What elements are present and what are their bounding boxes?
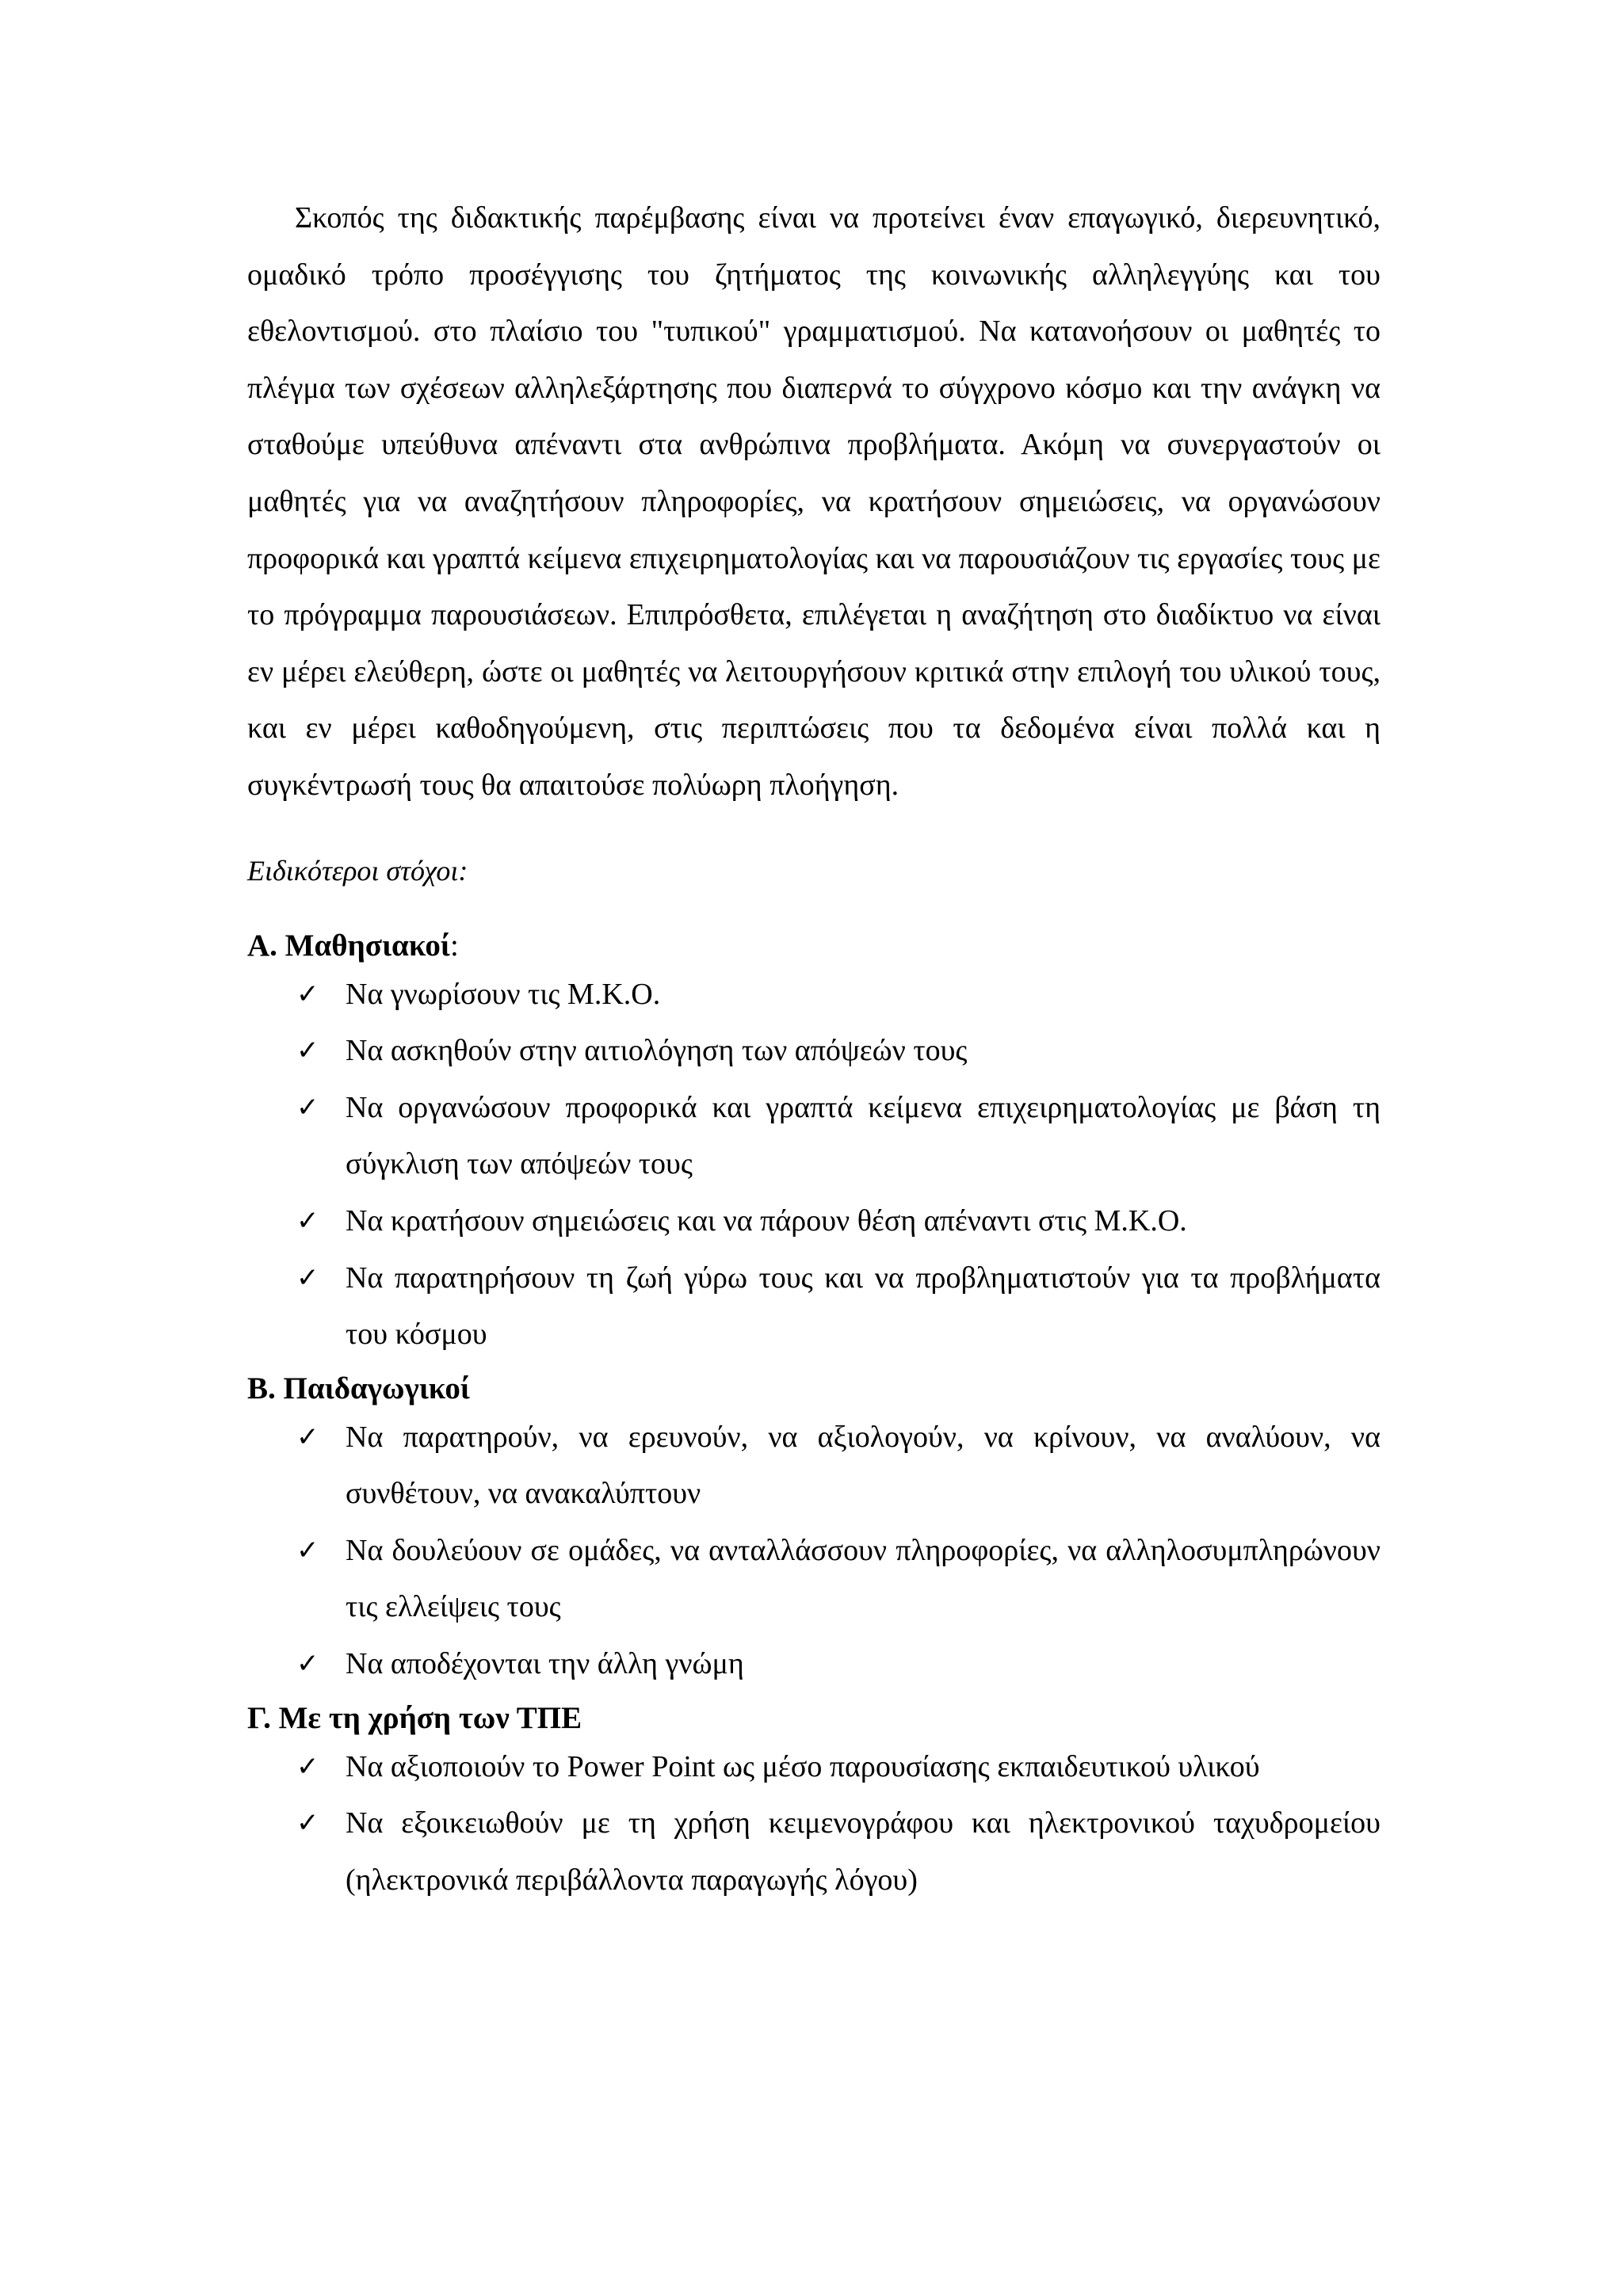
intro-paragraph: Σκοπός της διδακτικής παρέμβασης είναι να προτείνει έναν επαγωγικό, διερευνητικό, ομαδικό τρόπο προσέγγισης του ζητήματος της κοινωνικής αλληλεγγύης και του εθελοντισμού. στο πλαίσιο του "τυπικού" γραμματισμού. Να κατανοήσουν οι μαθητές το πλέγμα των σχέσεων αλληλεξάρτησης που διαπερνά το σύγχρονο κόσμο και την ανάγκη να σταθούμε υπεύθυνα απέναντι στα ανθρώπινα προβλήματα. Ακόμη να συνεργαστούν οι μαθητές για να αναζητήσουν πληροφορίες, να κρατήσουν σημειώσεις, να οργανώσουν προφορικά και γραπτά κείμενα επιχειρηματολογίας και να παρουσιάζουν τις εργασίες τους με το πρόγραμμα παρουσιάσεων. Επιπρόσθετα, επιλέγεται η αναζήτηση στο διαδίκτυο να είναι εν μέρει ελεύθερη, ώστε οι μαθητές να λειτουργήσουν κριτικά στην επιλογή του υλικού τους, και εν μέρει καθοδηγούμενη, στις περιπτώσεις που τα δεδομένα είναι πολλά και η συγκέντρωσή τους θα απαιτούσε πολύωρη πλοήγηση.	[247, 201, 1381, 802]
checkmark-icon: ✓	[296, 1648, 319, 1680]
list-item-text: Να παρατηρούν, να ερευνούν, να αξιολογούν, να κρίνουν, να αναλύουν, να συνθέτουν, να ανακαλύπτουν	[346, 1420, 1381, 1511]
list-item	[247, 1523, 1381, 1636]
list-item-text: Να δουλεύουν σε ομάδες, να ανταλλάσσουν πληροφορίες, να αλληλοσυμπληρώνουν τις ελλείψεις τους	[346, 1533, 1381, 1624]
checkmark-icon: ✓	[296, 1807, 319, 1840]
section-a-title-colon: :	[449, 928, 459, 963]
checkmark-icon: ✓	[296, 1204, 319, 1237]
list-item-text: Να εξοικειωθούν με τη χρήση κειμενογράφου και ηλεκτρονικού ταχυδρομείου (ηλεκτρονικά περιβάλλοντα παραγωγής λόγου)	[346, 1806, 1381, 1897]
checkmark-icon: ✓	[296, 1091, 319, 1123]
list-item-text: Να γνωρίσουν τις Μ.Κ.Ο.	[346, 977, 661, 1011]
checkmark-icon: ✓	[296, 978, 319, 1010]
list-item	[247, 1739, 1381, 1796]
checkmark-icon: ✓	[296, 1421, 319, 1453]
list-item	[247, 967, 1381, 1024]
list-item	[247, 1193, 1381, 1250]
section-b-list	[247, 1409, 1381, 1693]
checkmark-icon: ✓	[296, 1261, 319, 1294]
specific-goals-subheading: Ειδικότεροι στόχοι:	[247, 854, 468, 887]
list-item-text: Να οργανώσουν προφορικά και γραπτά κείμενα επιχειρηματολογίας με βάση τη σύγκλιση των απόψεών τους	[346, 1090, 1381, 1181]
checkmark-icon: ✓	[296, 1750, 319, 1783]
list-item	[247, 1023, 1381, 1080]
section-a-title	[247, 925, 1381, 967]
document-page	[247, 190, 1381, 1909]
checkmark-icon: ✓	[296, 1534, 319, 1566]
checkmark-icon: ✓	[296, 1035, 319, 1067]
list-item-text: Να αποδέχονται την άλλη γνώμη	[346, 1647, 744, 1681]
list-item	[247, 1636, 1381, 1693]
section-a-title-text: Α. Μαθησιακοί	[247, 928, 450, 963]
list-item	[247, 1409, 1381, 1523]
list-item-text: Να κρατήσουν σημειώσεις και να πάρουν θέση απέναντι στις Μ.Κ.Ο.	[346, 1203, 1187, 1238]
section-c-title: Γ. Με τη χρήση των ΤΠΕ	[247, 1700, 582, 1735]
section-c-list	[247, 1739, 1381, 1909]
list-item	[247, 1080, 1381, 1193]
list-item-text: Να παρατηρήσουν τη ζωή γύρω τους και να προβληματιστούν για τα προβλήματα του κόσμου	[346, 1261, 1381, 1352]
list-item-text: Να ασκηθούν στην αιτιολόγηση των απόψεών τους	[346, 1034, 968, 1068]
list-item	[247, 1250, 1381, 1363]
list-item-text: Να αξιοποιούν το Power Point ως μέσο παρουσίασης εκπαιδευτικού υλικού	[346, 1749, 1260, 1783]
section-b-title: Β. Παιδαγωγικοί	[247, 1371, 470, 1405]
section-a-list	[247, 967, 1381, 1363]
list-item	[247, 1795, 1381, 1909]
